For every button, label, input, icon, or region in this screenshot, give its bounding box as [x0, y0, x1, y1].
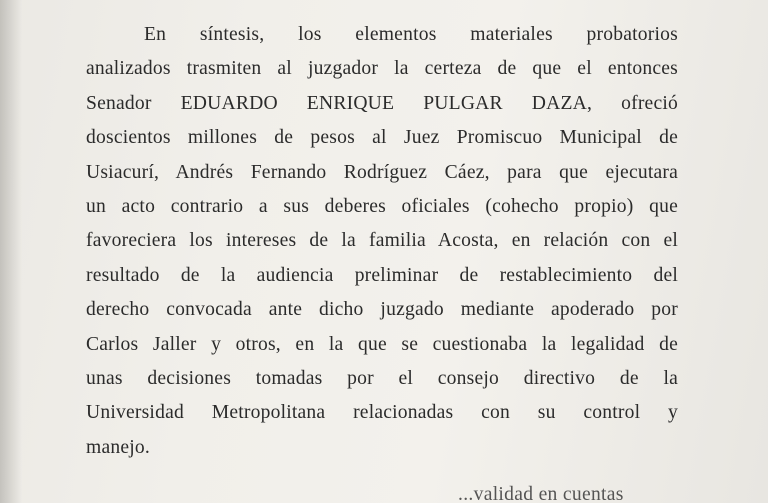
paragraph-line: Usiacurí, Andrés Fernando Rodríguez Cáez, para que ejecutara	[86, 161, 678, 183]
body-paragraph	[86, 18, 678, 465]
paragraph-line: favoreciera los intereses de la familia Acosta, en relación con el	[86, 230, 678, 252]
paragraph-line: resultado de la audiencia preliminar de restablecimiento del	[86, 264, 678, 286]
paragraph-line: analizados trasmiten al juzgador la certeza de que el entonces	[86, 58, 678, 80]
paragraph-line: unas decisiones tomadas por el consejo directivo de la	[86, 367, 678, 389]
paragraph-line: En síntesis, los elementos materiales probatorios	[144, 24, 678, 45]
paragraph-line: Senador EDUARDO ENRIQUE PULGAR DAZA, ofreció	[86, 92, 678, 114]
paragraph-line: derecho convocada ante dicho juzgado mediante apoderado por	[86, 299, 678, 321]
paragraph-line: un acto contrario a sus deberes oficiales (cohecho propio) que	[86, 195, 678, 217]
cut-off-next-line: ...validad en cuentas	[458, 484, 624, 503]
paragraph-line: Carlos Jaller y otros, en la que se cuestionaba la legalidad de	[86, 333, 678, 355]
paragraph-line: Universidad Metropolitana relacionadas con su control y	[86, 402, 678, 424]
paragraph-line: manejo.	[86, 436, 150, 458]
page-shadow	[0, 0, 22, 503]
paragraph-line: doscientos millones de pesos al Juez Promiscuo Municipal de	[86, 127, 678, 149]
